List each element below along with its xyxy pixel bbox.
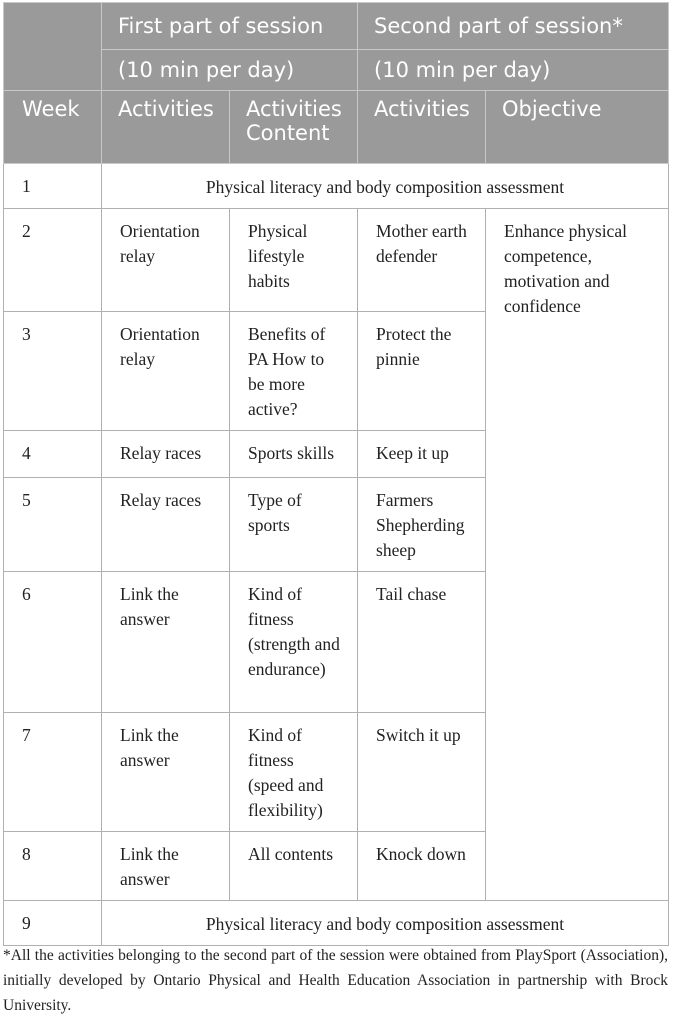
table-body [4, 164, 669, 946]
first-activity-cell: Orientation relay [102, 209, 230, 312]
week-cell: 6 [4, 572, 102, 713]
header-first-part: First part of session [102, 3, 358, 50]
second-activity-cell: Protect the pinnie [358, 312, 486, 431]
first-activity-cell: Orientation relay [102, 312, 230, 431]
week-cell: 4 [4, 431, 102, 478]
week-cell: 2 [4, 209, 102, 312]
week-cell: 3 [4, 312, 102, 431]
second-activity-cell: Switch it up [358, 713, 486, 832]
table-row [4, 164, 669, 209]
column-header-activities-second: Activities [358, 91, 486, 164]
table-row [4, 901, 669, 946]
activity-content-cell: Benefits of PA How to be more active? [230, 312, 358, 431]
column-header-week: Week [4, 91, 102, 164]
second-activity-cell: Mother earth defender [358, 209, 486, 312]
column-header-activities-content: Activities Content [230, 91, 358, 164]
activity-content-cell: Kind of fitness (speed and flexibility) [230, 713, 358, 832]
activity-content-cell: Sports skills [230, 431, 358, 478]
assessment-cell: Physical literacy and body composition assessment [102, 901, 669, 946]
table-footnote: *All the activities belonging to the second part of the session were obtained from PlaySport (Association), initially developed by Ontario Physical and Health Education Association in partnership with Brock University. [3, 947, 668, 1014]
second-activity-cell: Keep it up [358, 431, 486, 478]
activity-content-cell: Kind of fitness (strength and endurance) [230, 572, 358, 713]
header-row-parts [4, 3, 669, 50]
assessment-cell: Physical literacy and body composition assessment [102, 164, 669, 209]
first-activity-cell: Relay races [102, 431, 230, 478]
second-activity-cell: Tail chase [358, 572, 486, 713]
week-cell: 7 [4, 713, 102, 832]
header-row-duration [4, 50, 669, 91]
second-activity-cell: Knock down [358, 832, 486, 901]
header-second-part: Second part of session* [358, 3, 669, 50]
header-first-duration: (10 min per day) [102, 50, 358, 91]
week-cell: 1 [4, 164, 102, 209]
first-activity-cell: Link the answer [102, 572, 230, 713]
session-schedule-table [3, 2, 669, 946]
first-activity-cell: Relay races [102, 478, 230, 572]
table-header [4, 3, 669, 164]
week-cell: 5 [4, 478, 102, 572]
column-header-objective: Objective [486, 91, 669, 164]
header-blank-cell [4, 3, 102, 91]
activity-content-cell: All contents [230, 832, 358, 901]
column-header-activities-first: Activities [102, 91, 230, 164]
activity-content-cell: Type of sports [230, 478, 358, 572]
activity-content-cell: Physical lifestyle habits [230, 209, 358, 312]
header-second-duration: (10 min per day) [358, 50, 669, 91]
first-activity-cell: Link the answer [102, 713, 230, 832]
header-row-columns [4, 91, 669, 164]
week-cell: 9 [4, 901, 102, 946]
week-cell: 8 [4, 832, 102, 901]
objective-cell: Enhance physical competence, motivation and confidence [486, 209, 669, 901]
first-activity-cell: Link the answer [102, 832, 230, 901]
table-row [4, 209, 669, 312]
second-activity-cell: Farmers Shepherding sheep [358, 478, 486, 572]
